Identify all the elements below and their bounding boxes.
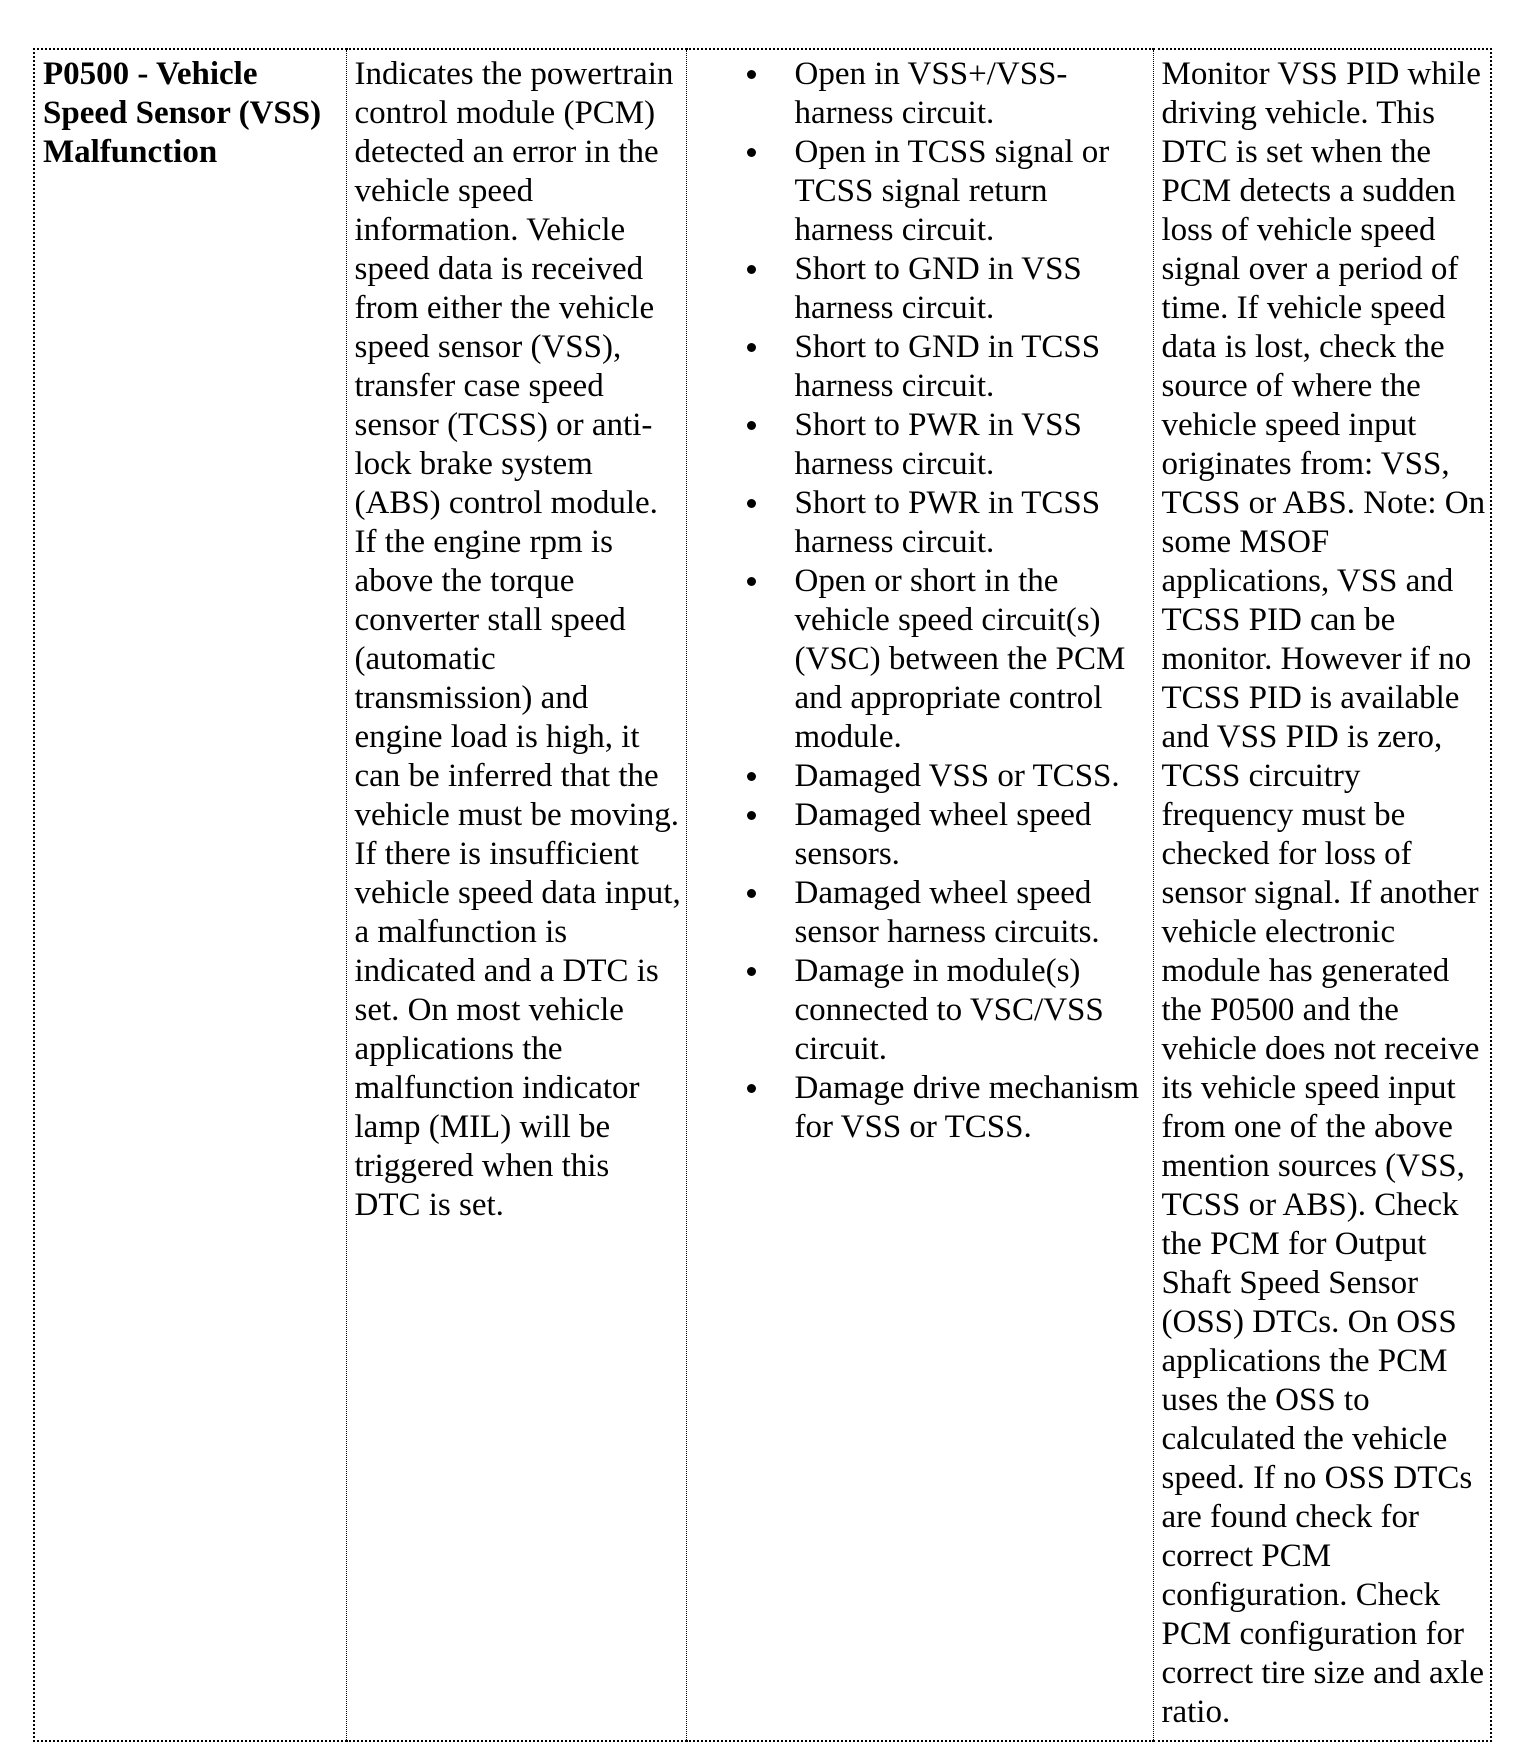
possible-causes-list — [695, 55, 1149, 1147]
dtc-table — [33, 48, 1492, 1742]
cause-item: Open in TCSS signal or TCSS signal return harness circuit. — [795, 133, 1149, 250]
cause-item: Open in VSS+/VSS- harness circuit. — [795, 55, 1149, 133]
possible-causes-cell — [686, 49, 1153, 1741]
cause-item: Open or short in the vehicle speed circuit(s) (VSC) between the PCM and appropriate control module. — [795, 562, 1149, 757]
cause-item: Short to PWR in VSS harness circuit. — [795, 406, 1149, 484]
description-text: Indicates the powertrain control module (PCM) detected an error in the vehicle speed information. Vehicle speed data is received from either the vehicle speed sensor (VSS), transfer case speed sensor (TCSS) or anti-lock brake system (ABS) control module. If the engine rpm is above the torque converter stall speed (automatic transmission) and engine load is high, it can be inferred that the vehicle must be moving. If there is insufficient vehicle speed data input, a malfunction is indicated and a DTC is set. On most vehicle applications the malfunction indicator lamp (MIL) will be triggered when this DTC is set. — [354, 56, 681, 1223]
cause-item: Damaged VSS or TCSS. — [795, 757, 1149, 796]
cause-item: Short to GND in VSS harness circuit. — [795, 250, 1149, 328]
diagnostic-aids-cell — [1153, 49, 1491, 1741]
dtc-title: P0500 - Vehicle Speed Sensor (VSS) Malfunction — [43, 56, 322, 170]
cause-item: Damage in module(s) connected to VSC/VSS circuit. — [795, 952, 1149, 1069]
cause-item: Damage drive mechanism for VSS or TCSS. — [795, 1069, 1149, 1147]
table-row — [34, 49, 1491, 1741]
diagnostic-aids-text: Monitor VSS PID while driving vehicle. This DTC is set when the PCM detects a sudden loss of vehicle speed signal over a period of time. If vehicle speed data is lost, check the source of where the vehicle speed input originates from: VSS, TCSS or ABS. Note: On some MSOF applications, VSS and TCSS PID can be monitor. However if no TCSS PID is available and VSS PID is zero, TCSS circuitry frequency must be checked for loss of sensor signal. If another vehicle electronic module has generated the P0500 and the vehicle does not receive its vehicle speed input from one of the above mention sources (VSS, TCSS or ABS). Check the PCM for Output Shaft Speed Sensor (OSS) DTCs. On OSS applications the PCM uses the OSS to calculated the vehicle speed. If no OSS DTCs are found check for correct PCM configuration. Check PCM configuration for correct tire size and axle ratio. — [1161, 56, 1486, 1730]
cause-item: Damaged wheel speed sensor harness circuits. — [795, 874, 1149, 952]
cause-item: Short to PWR in TCSS harness circuit. — [795, 484, 1149, 562]
description-cell — [346, 49, 686, 1741]
cause-item: Damaged wheel speed sensors. — [795, 796, 1149, 874]
dtc-code-cell — [34, 49, 346, 1741]
cause-item: Short to GND in TCSS harness circuit. — [795, 328, 1149, 406]
